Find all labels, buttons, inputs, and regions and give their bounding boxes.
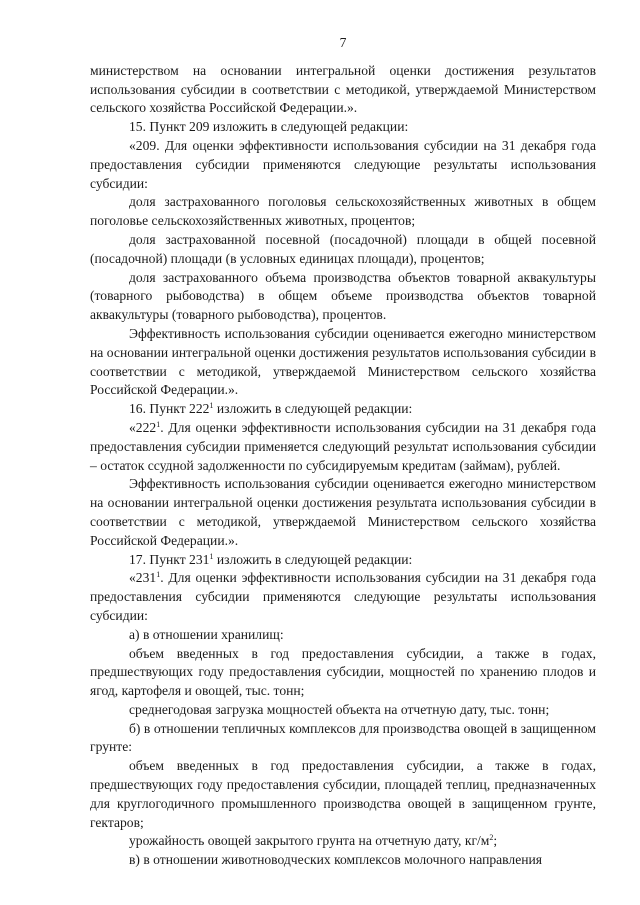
paragraph: министерством на основании интегральной оценки достижения результатов использования субсидии в соответствии с методикой, утверждаемой Министерством сельского хозяйства Российской Федерации.». [90,62,596,116]
paragraph-text: урожайность овощей закрытого грунта на отчетную дату, кг/м [129,833,490,849]
page-number: 7 [339,35,347,50]
paragraph: а) в отношении хранилищ: [129,626,284,642]
paragraph: в) в отношении животноводческих комплексов молочного направления [129,852,543,868]
paragraph-text: «231 [129,570,157,586]
paragraph-text: 17. Пункт 231 [129,551,210,567]
paragraph [90,551,596,570]
paragraph-text: . Для оценки эффективности использования субсидии на 31 декабря года предоставления субсидии применяется следующий результат использования субсидии – остаток ссудной задолженности по субсидируемым кредитам (займам), рублей. [90,419,596,473]
paragraph: «209. Для оценки эффективности использования субсидии на 31 декабря года предоставления субсидии применяются следующие результаты использования субсидии: [90,137,596,191]
paragraph: б) в отношении тепличных комплексов для производства овощей в защищенном грунте: [90,720,596,755]
paragraph-text: изложить в следующей редакции: [213,551,413,567]
paragraph: доля застрахованного объема производства объектов товарной аквакультуры (товарного рыбоводства) в общем объеме производства объектов товарной аквакультуры (товарного рыбоводства), процентов. [90,269,596,323]
paragraph-text: изложить в следующей редакции: [213,401,413,417]
paragraph: среднегодовая загрузка мощностей объекта на отчетную дату, тыс. тонн; [129,701,550,717]
paragraph-text: . Для оценки эффективности использования субсидии на 31 декабря года предоставления субсидии применяются следующие результаты использования субсидии: [90,570,596,623]
document-page [90,34,596,870]
paragraph-text: «222 [129,419,157,435]
paragraph-text: ; [493,833,498,849]
document-body [90,62,596,870]
paragraph [90,419,596,475]
paragraph: объем введенных в год предоставления субсидии, а также в годах, предшествующих году предоставления субсидии, площадей теплиц, предназначенных для круглогодичного промышленного производства овощей в защищенном грунте, гектаров; [90,758,596,830]
paragraph [90,400,596,419]
superscript: 1 [156,570,161,580]
superscript: 1 [209,551,214,561]
paragraph [90,569,596,625]
paragraph: Эффективность использования субсидии оценивается ежегодно министерством на основании интегральной оценки достижения результатов использования субсидии в соответствии с методикой, утверждаемой Министерством сельского хозяйства Российской Федерации.». [90,325,596,398]
superscript: 1 [209,401,214,411]
paragraph: доля застрахованной посевной (посадочной) площади в общей посевной (посадочной) площади (в условных единицах площади), процентов; [90,231,596,266]
paragraph: доля застрахованного поголовья сельскохозяйственных животных в общем поголовье сельскохозяйственных животных, процентов; [90,194,596,229]
paragraph [90,832,596,851]
paragraph-text: 16. Пункт 222 [129,401,210,417]
superscript: 2 [489,833,494,843]
paragraph: 15. Пункт 209 изложить в следующей редакции: [129,119,409,135]
paragraph: Эффективность использования субсидии оценивается ежегодно министерством на основании интегральной оценки достижения результата использования субсидии в соответствии с методикой, утверждаемой Министерством сельского хозяйства Российской Федерации.». [90,476,596,548]
superscript: 1 [156,419,161,429]
paragraph: объем введенных в год предоставления субсидии, а также в годах, предшествующих году предоставления субсидии, мощностей по хранению плодов и ягод, картофеля и овощей, тыс. тонн; [90,645,596,699]
